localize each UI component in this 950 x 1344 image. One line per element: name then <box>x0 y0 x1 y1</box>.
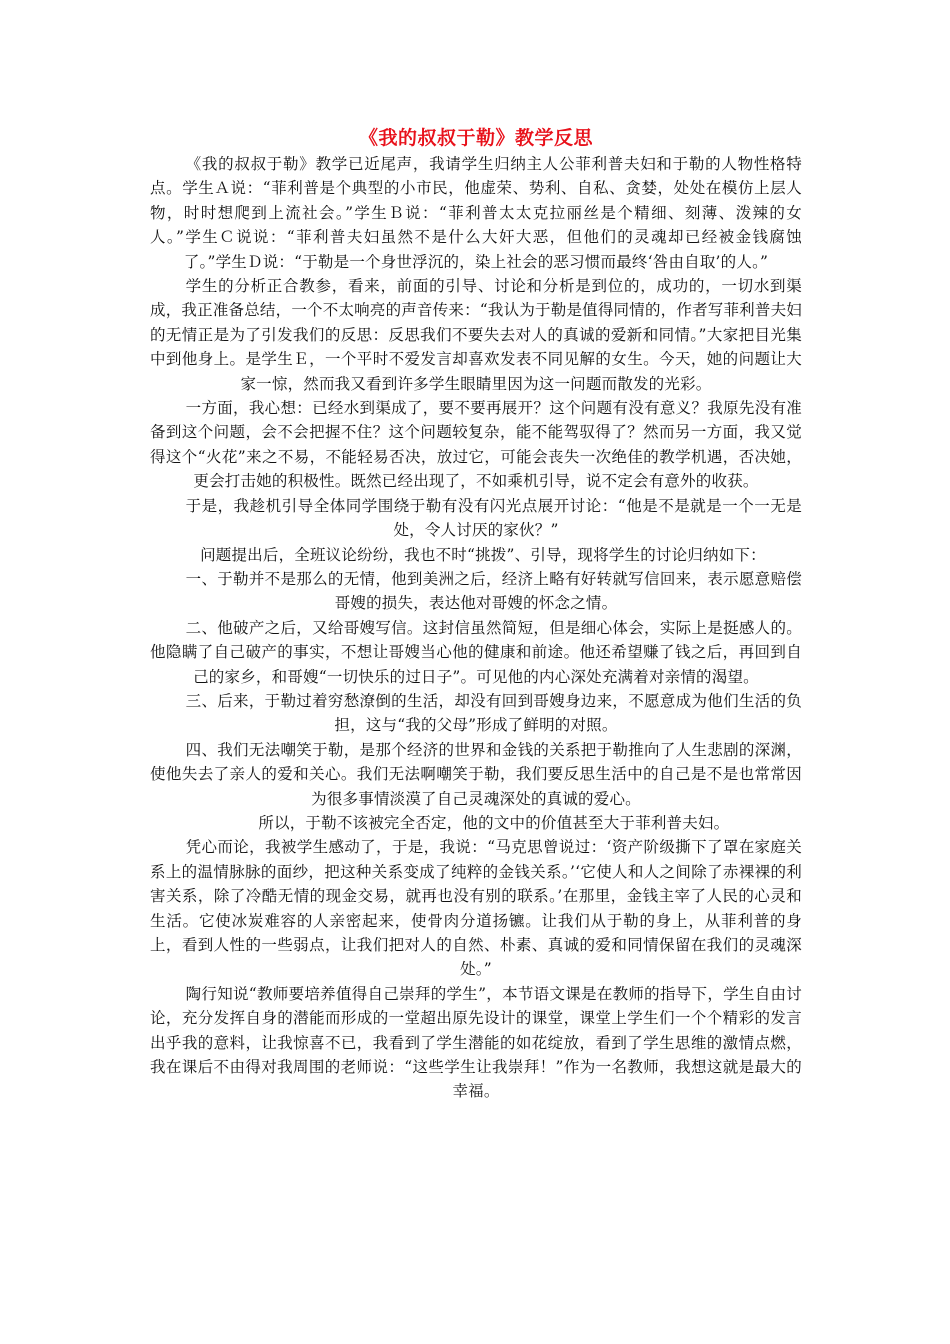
paragraph-teacher-dilemma: 一方面，我心想：已经水到渠成了，要不要再展开？这个问题有没有意义？我原先没有准备到这个问题，会不会把握不住？这个问题较复杂，能不能驾驭得了？然而另一方面，我又觉得这个“火花”来之不易，不能轻易否决，放过它，可能会丧失一次绝佳的教学机遇，否决她，更会打击她的积极性。既然已经出现了，不如乘机引导，说不定会有意外的收获。 <box>150 399 802 491</box>
paragraph-point-four: 四、我们无法嘲笑于勒，是那个经济的世界和金钱的关系把于勒推向了人生悲剧的深渊，使他失去了亲人的爱和关心。我们无法啊嘲笑于勒，我们要反思生活中的自己是不是也常常因为很多事情淡漠了自己灵魂深处的真诚的爱心。 <box>150 740 802 808</box>
paragraph-final-reflection: 陶行知说“教师要培养值得自己崇拜的学生”，本节语文课是在教师的指导下，学生自由讨论，充分发挥自身的潜能而形成的一堂超出原先设计的课堂，课堂上学生们一个个精彩的发言出乎我的意料，让我惊喜不已，我看到了学生潜能的如花绽放，看到了学生思维的激情点燃，我在课后不由得对我周围的老师说：“这些学生让我崇拜！”作为一名教师，我想这就是最大的幸福。 <box>150 984 802 1101</box>
paragraph-point-two: 二、他破产之后，又给哥嫂写信。这封信虽然简短，但是细心体会，实际上是挺感人的。他隐瞒了自己破产的事实，不想让哥嫂当心他的健康和前途。他还希望赚了钱之后，再回到自己的家乡，和哥嫂“一切快乐的过日子”。可见他的内心深处充满着对亲情的渴望。 <box>150 618 802 686</box>
document-body <box>150 124 802 1104</box>
paragraph-discussion-intro: 问题提出后，全班议论纷纷，我也不时“挑拨”、引导，现将学生的讨论归纳如下： <box>200 545 766 564</box>
document-title: 《我的叔叔于勒》教学反思 <box>358 127 593 149</box>
paragraph-discussion-prompt: 于是，我趁机引导全体同学围绕于勒有没有闪光点展开讨论：“他是不是就是一个一无是处，令人讨厌的家伙？” <box>185 496 802 540</box>
paragraph-point-one: 一、于勒并不是那么的无情，他到美洲之后，经济上略有好转就写信回来，表示愿意赔偿哥嫂的损失，表达他对哥嫂的怀念之情。 <box>185 569 802 613</box>
paragraph-student-e-question: 学生的分析正合教参，看来，前面的引导、讨论和分析是到位的，成功的，一切水到渠成，我正准备总结，一个不太响亮的声音传来：“我认为于勒是值得同情的，作者写菲利普夫妇的无情正是为了引发我们的反思：反思我们不要失去对人的真诚的爱新和同情。”大家把目光集中到他身上。是学生Ｅ，一个平时不爱发言却喜欢发表不同见解的女生。今天，她的问题让大家一惊，然而我又看到许多学生眼睛里因为这一问题而散发的光彩。 <box>150 277 802 393</box>
paragraph-character-summary: 《我的叔叔于勒》教学已近尾声，我请学生归纳主人公菲利普夫妇和于勒的人物性格特点。学生Ａ说：“菲利普是个典型的小市民，他虚荣、势利、自私、贪婪，处处在模仿上层人物，时时想爬到上流社会。”学生Ｂ说：“菲利普太太克拉丽丝是个精细、刻薄、泼辣的女人。”学生Ｃ说说：“菲利普夫妇虽然不是什么大奸大恶，但他们的灵魂却已经被金钱腐蚀了。”学生Ｄ说：“于勒是一个身世浮沉的，染上社会的恶习惯而最终‘咎由自取’的人。” <box>150 155 802 271</box>
paragraph-conclusion: 所以，于勒不该被完全否定，他的文中的价值甚至大于菲利普夫妇。 <box>258 813 730 832</box>
paragraph-marx-quote: 凭心而论，我被学生感动了，于是，我说：“马克思曾说过：‘资产阶级撕下了罩在家庭关系上的温情脉脉的面纱，把这种关系变成了纯粹的金钱关系。’‘它使人和人之间除了赤裸裸的利害关系，除了冷酷无情的现金交易，就再也没有别的联系。’在那里，金钱主宰了人民的心灵和生活。它使冰炭难容的人亲密起来，使骨肉分道扬镳。让我们从于勒的身上，从菲利普的身上，看到人性的一些弱点，让我们把对人的自然、朴素、真诚的爱和同情保留在我们的灵魂深处。” <box>150 838 802 979</box>
paragraph-point-three: 三、后来，于勒过着穷愁潦倒的生活，却没有回到哥嫂身边来，不愿意成为他们生活的负担，这与“我的父母”形成了鲜明的对照。 <box>185 691 802 735</box>
